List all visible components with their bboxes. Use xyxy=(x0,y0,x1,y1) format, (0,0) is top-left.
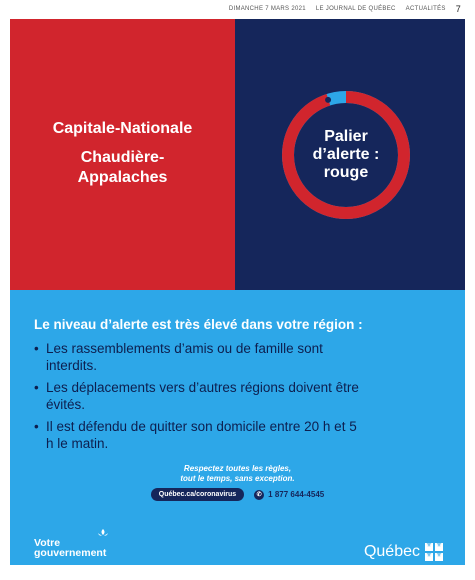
rule-item: • Les déplacements vers d’autres régions doivent être évités. xyxy=(34,380,364,413)
header-date: DIMANCHE 7 MARS 2021 xyxy=(228,6,306,12)
quebec-logo xyxy=(364,543,443,561)
rule-item: • Les rassemblements d’amis ou de famille sont interdits. xyxy=(34,341,364,374)
respect-message xyxy=(10,464,465,484)
header-paper: LE JOURNAL DE QUÉBEC xyxy=(315,6,396,12)
quebec-wordmark: Québec xyxy=(363,543,420,560)
page-number: 7 xyxy=(455,4,461,14)
gov-signature xyxy=(34,538,106,558)
website-link[interactable]: Québec.ca/coronavirus xyxy=(151,488,244,501)
quebec-flag-icon xyxy=(425,543,443,561)
respect-line-1: Respectez toutes les règles, xyxy=(183,464,292,473)
gov-line-1: Votre xyxy=(34,537,61,549)
regions-panel xyxy=(10,19,235,290)
newspaper-header xyxy=(0,0,475,20)
gov-line-2: gouvernement xyxy=(34,547,107,559)
advertisement xyxy=(10,19,465,565)
rule-item: • Il est défendu de quitter son domicile entre 20 h et 5 h le matin. xyxy=(34,419,364,452)
header-section: ACTUALITÉS xyxy=(405,6,446,12)
alert-level-text: Palier d’alerte : rouge xyxy=(312,128,380,181)
alert-panel xyxy=(235,19,465,290)
respect-line-2: tout le temps, sans exception. xyxy=(180,474,295,483)
phone-number: 1 877 644-4545 xyxy=(268,490,325,499)
phone-icon: ✆ xyxy=(254,490,264,500)
regions xyxy=(10,119,235,188)
rules-list xyxy=(34,341,364,458)
region-capitale-nationale: Capitale-Nationale xyxy=(52,120,193,137)
alert-label xyxy=(276,85,416,225)
contacts xyxy=(10,488,465,501)
info-panel xyxy=(10,290,465,565)
region-chaudiere-appalaches: Chaudière-Appalaches xyxy=(77,149,168,186)
headline: Le niveau d’alerte est très élevé dans votre région : xyxy=(34,317,363,332)
fleur-de-lis-icon xyxy=(96,529,110,539)
header-meta xyxy=(229,6,461,16)
phone-contact xyxy=(254,490,324,500)
